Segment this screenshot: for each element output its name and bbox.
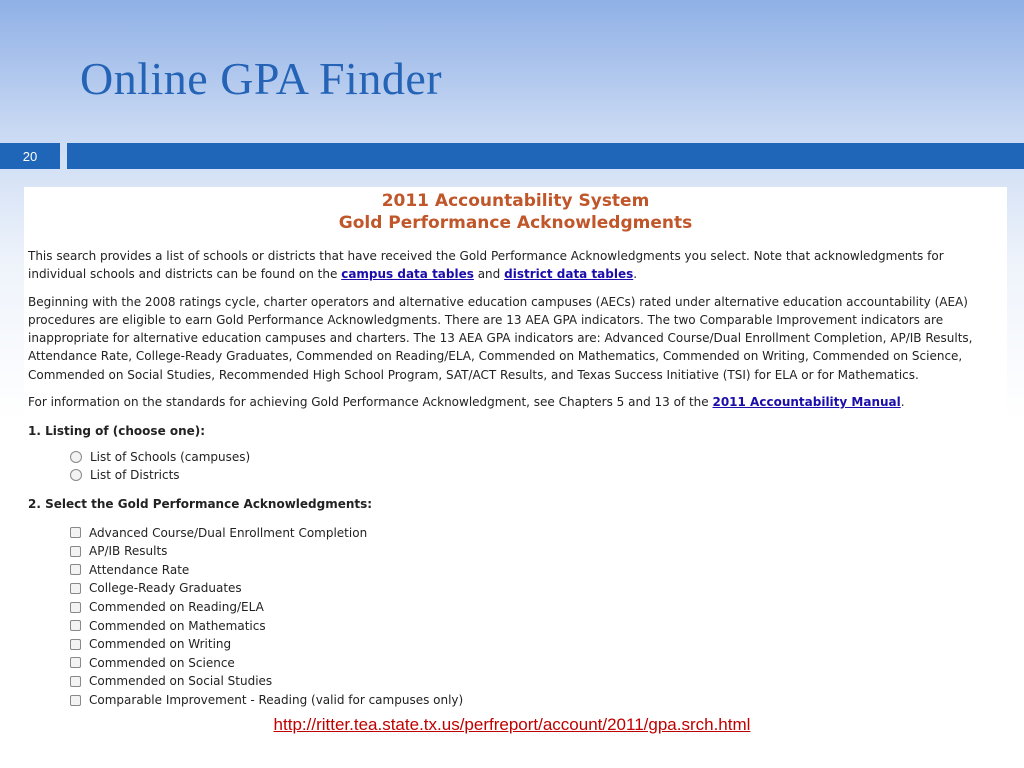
checkbox-option[interactable]	[24, 635, 1007, 654]
page-subheading: Gold Performance Acknowledgments	[338, 213, 693, 233]
listing-options	[24, 448, 1007, 484]
checkbox-option[interactable]	[24, 542, 1007, 561]
checkbox-option[interactable]	[24, 616, 1007, 635]
checkbox[interactable]	[70, 602, 81, 613]
checkbox-option[interactable]	[24, 691, 1007, 710]
checkbox[interactable]	[70, 620, 81, 631]
radio-button[interactable]	[70, 451, 82, 463]
checkbox-label: Commended on Social Studies	[89, 674, 273, 689]
source-url-link[interactable]: http://ritter.tea.state.tx.us/perfreport/account/2011/gpa.srch.html	[273, 715, 751, 734]
checkbox-option[interactable]	[24, 523, 1007, 542]
checkbox-label: Comparable Improvement - Reading (valid for campuses only)	[89, 693, 464, 708]
checkbox-option[interactable]	[24, 654, 1007, 673]
checkbox-label: Commended on Writing	[89, 637, 232, 652]
checkbox[interactable]	[70, 564, 81, 575]
slide-number: 20	[0, 143, 60, 169]
acknowledgments-section-label: 2. Select the Gold Performance Acknowledgments:	[28, 497, 373, 512]
radio-option[interactable]	[24, 448, 1007, 466]
checkbox[interactable]	[70, 676, 81, 687]
accountability-manual-link[interactable]: 2011 Accountability Manual	[712, 395, 901, 410]
standards-paragraph: For information on the standards for achieving Gold Performance Acknowledgment, see Chapters 5 and 13 of the 2011 Accountability Manual.	[28, 395, 905, 410]
district-data-tables-link[interactable]: district data tables	[504, 267, 634, 282]
checkbox[interactable]	[70, 527, 81, 538]
campus-data-tables-link[interactable]: campus data tables	[341, 267, 474, 282]
checkbox-label: AP/IB Results	[89, 544, 168, 559]
checkbox-option[interactable]	[24, 561, 1007, 580]
aea-paragraph: Beginning with the 2008 ratings cycle, charter operators and alternative education campuses (AECs) rated under alternative education accountability (AEA) procedures are eligible to earn Gold Performance Acknowledgments. There are 13 AEA GPA indicators. The two Comparable Improvement indicators are inappropriate for alternative education campuses and charters. The 13 AEA GPA indicators are: Advanced Course/Dual Enrollment Completion, AP/IB Results, Attendance Rate, College-Ready Graduates, Commended on Reading/ELA, Commended on Mathematics, Commended on Writing, Commended on Science, Commended on Social Studies, Recommended High School Program, SAT/ACT Results, and Texas Success Initiative (TSI) for ELA or for Mathematics.	[28, 294, 973, 382]
title-rule-bar	[67, 143, 1024, 169]
slide-title: Online GPA Finder	[80, 53, 443, 104]
checkbox-label: Commended on Science	[89, 655, 235, 670]
checkbox-label: Commended on Reading/ELA	[89, 600, 264, 615]
radio-button[interactable]	[70, 469, 82, 481]
radio-label: List of Districts	[90, 468, 180, 483]
checkbox-option[interactable]	[24, 598, 1007, 617]
checkbox[interactable]	[70, 583, 81, 594]
checkbox[interactable]	[70, 546, 81, 557]
checkbox-option[interactable]	[24, 579, 1007, 598]
checkbox[interactable]	[70, 695, 81, 706]
web-page-screenshot	[24, 187, 1007, 708]
radio-option[interactable]	[24, 466, 1007, 484]
radio-label: List of Schools (campuses)	[90, 450, 251, 465]
checkbox[interactable]	[70, 639, 81, 650]
checkbox-label: College-Ready Graduates	[89, 581, 242, 596]
checkbox[interactable]	[70, 657, 81, 668]
checkbox-option[interactable]	[24, 672, 1007, 691]
page-heading: 2011 Accountability System	[381, 191, 650, 211]
acknowledgment-options	[24, 523, 1007, 709]
checkbox-label: Attendance Rate	[89, 562, 190, 577]
listing-section-label: 1. Listing of (choose one):	[28, 424, 206, 439]
checkbox-label: Advanced Course/Dual Enrollment Completion	[89, 525, 368, 540]
intro-paragraph: This search provides a list of schools or districts that have received the Gold Performance Acknowledgments you select. Note that acknowledgments for individual schools and districts can be found on the campus data tables and district data tables.	[28, 249, 944, 282]
checkbox-label: Commended on Mathematics	[89, 618, 266, 633]
